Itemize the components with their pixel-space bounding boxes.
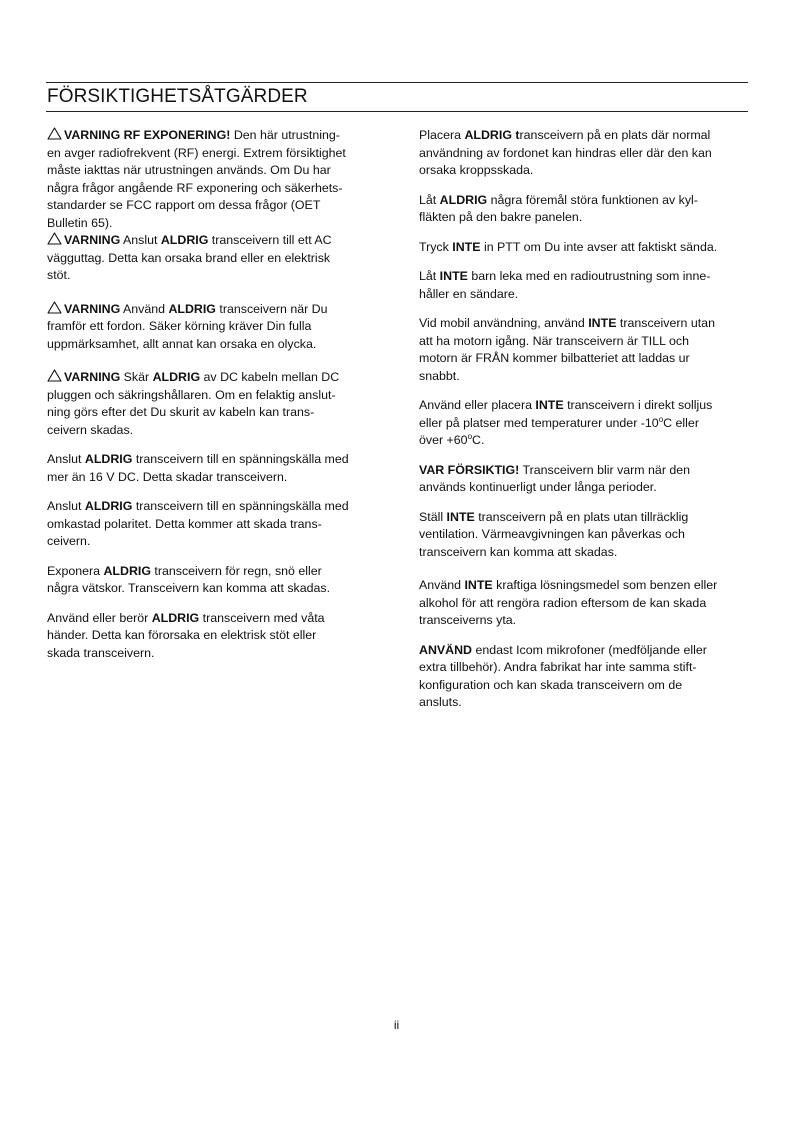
caution-microphones: ANVÄND endast Icom mikrofoner (medföljande eller extra tillbehör). Andra fabrikat har inte samma stift- konfiguration och kan skada transceivern om de ansluts. xyxy=(419,642,707,709)
caution-polarity: Anslut ALDRIG transceivern till en spänningskälla med omkastad polaritet. Detta kommer att skada trans- ceivern. xyxy=(47,499,349,548)
caution-rain: Exponera ALDRIG transceivern för regn, snö eller några vätskor. Transceivern kan komma att skadas. xyxy=(47,563,331,595)
warning-rf-exposure: VARNING RF EXPONERING! Den här utrustning- en avger radiofrekvent (RF) energi. Extrem försiktighet måste iakttas när utrustningen används. Om Du har några frågor angående RF exponering och säkerhets- standarder se FCC rapport om dessa frågor (OET Bulletin 65). xyxy=(47,128,346,230)
header-bottom-rule xyxy=(46,111,748,112)
page-title: FÖRSIKTIGHETSÅTGÄRDER xyxy=(47,86,308,107)
caution-mobile-battery: Vid mobil användning, använd INTE transceivern utan att ha motorn igång. När transceivern är TILL och motorn är FRÅN kommer bilbatteriet att laddas ur snabbt. xyxy=(419,316,715,383)
left-column xyxy=(47,127,377,674)
caution-placement: Placera ALDRIG transceivern på en plats där normal användning av fordonet kan hindras eller där den kan orsaka kroppsskada. xyxy=(419,128,712,177)
warning-triangle-icon xyxy=(47,127,62,140)
right-column xyxy=(419,127,749,724)
warning-driving: VARNING Använd ALDRIG transceivern när Du framför ett fordon. Säker körning kräver Din fulla uppmärksamhet, allt annat kan orsaka en olycka. xyxy=(47,301,328,351)
caution-ptt: Tryck INTE in PTT om Du inte avser att faktiskt sända. xyxy=(419,239,718,254)
caution-temperature: Använd eller placera INTE transceivern i direkt solljus eller på platser med temperaturer under -10$^o$C eller över $+60^oC$. xyxy=(419,398,713,447)
warning-triangle-icon xyxy=(47,301,62,314)
caution-ventilation: Ställ INTE transceivern på en plats utan tillräcklig ventilation. Värmeavgivningen kan påverkas och transceivern kan komma att skadas. xyxy=(419,509,689,559)
header-top-rule xyxy=(46,82,748,83)
caution-voltage: Anslut ALDRIG transceivern till en spänningskälla med mer än 16 V DC. Detta skadar transceivern. xyxy=(47,452,349,484)
page-number: ii xyxy=(393,1018,400,1032)
caution-children: Låt INTE barn leka med en radioutrustning som inne- håller en sändare. xyxy=(419,269,711,301)
caution-heat: VAR FÖRSIKTIG! Transceivern blir varm när den används kontinuerligt under långa perioder. xyxy=(419,462,691,494)
caution-solvents: Använd INTE kraftiga lösningsmedel som benzen eller alkohol för att rengöra radion eftersom de kan skada transceiverns yta. xyxy=(419,578,718,627)
warning-triangle-icon xyxy=(47,369,62,382)
caution-wet-hands: Använd eller berör ALDRIG transceivern med våta händer. Detta kan förorsaka en elektrisk stöt eller skada transceivern. xyxy=(47,610,325,660)
warning-triangle-icon xyxy=(47,232,62,245)
warning-ac-outlet: VARNING Anslut ALDRIG transceivern till ett AC vägguttag. Detta kan orsaka brand eller en elektrisk stöt. xyxy=(47,233,332,282)
caution-cooling-fan: Låt ALDRIG några föremål störa funktionen av kyl- fläkten på den bakre panelen. xyxy=(419,192,698,224)
warning-dc-cable: VARNING Skär ALDRIG av DC kabeln mellan DC pluggen och säkringshållaren. Om en felaktig anslut- ning görs efter det Du skurit av kabeln kan trans- ceivern skadas. xyxy=(47,370,340,437)
